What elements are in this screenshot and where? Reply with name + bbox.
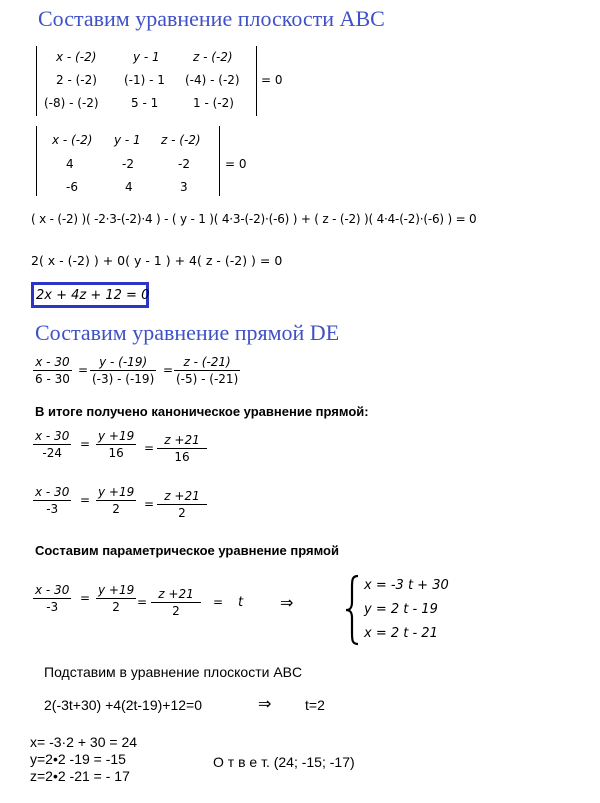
denominator: -3 <box>46 502 59 516</box>
fraction <box>90 354 156 387</box>
equals-sign: = <box>80 591 91 605</box>
denominator: 2 <box>112 600 120 614</box>
equals-sign: = <box>163 363 174 377</box>
denominator: -3 <box>46 600 59 614</box>
fraction <box>96 484 136 517</box>
equals-sign: = <box>213 595 224 609</box>
det2-cell: y - 1 <box>114 133 141 147</box>
denominator: (-3) - (-19) <box>92 372 155 386</box>
simplified-equation: 2( x - (-2) ) + 0( y - 1 ) + 4( z - (-2) ) = 0 <box>31 253 283 268</box>
fraction <box>96 582 136 615</box>
t-value: t=2 <box>305 697 325 713</box>
numerator: y - (-19) <box>99 355 148 369</box>
equals-sign: = <box>80 437 91 451</box>
canonical-caption: В итоге получено каноническое уравнение прямой: <box>35 404 369 419</box>
result-z: z=2•2 -21 = - 17 <box>30 768 130 784</box>
det2-cell: -6 <box>66 180 78 194</box>
answer: О т в е т. (24; -15; -17) <box>213 754 355 770</box>
denominator: 2 <box>178 506 186 520</box>
denominator: 6 - 30 <box>35 372 70 386</box>
result-x: x= -3·2 + 30 = 24 <box>30 734 138 750</box>
det1-cell: (-1) - 1 <box>124 73 165 87</box>
denominator: (-5) - (-21) <box>176 372 239 386</box>
heading-line: Составим уравнение прямой DE <box>35 320 340 345</box>
denominator: 16 <box>174 450 190 464</box>
curly-brace-icon <box>344 574 360 646</box>
implies-arrow: ⇒ <box>258 694 272 713</box>
equals-sign: = <box>144 441 155 455</box>
denominator: 2 <box>172 604 180 618</box>
equals-sign: = <box>78 363 89 377</box>
det1-cell: 2 - (-2) <box>56 73 97 87</box>
det2-cell: -2 <box>122 157 134 171</box>
det2-equals: = 0 <box>225 157 247 171</box>
fraction <box>174 354 240 387</box>
denominator: 2 <box>112 502 120 516</box>
det1-cell: (-4) - (-2) <box>185 73 240 87</box>
numerator: z +21 <box>164 433 200 447</box>
system-line: y = 2 t - 19 <box>364 602 438 617</box>
det2-cell: 4 <box>66 157 74 171</box>
det1-cell: z - (-2) <box>193 50 233 64</box>
det1-cell: x - (-2) <box>56 50 97 64</box>
det2-cell: -2 <box>178 157 190 171</box>
equals-sign: = <box>80 493 91 507</box>
parameter-t: t <box>238 595 244 610</box>
expansion-equation: ( x - (-2) )( -2·3-(-2)·4 ) - ( y - 1 )( 4·3-(-2)·(-6) ) + ( z - (-2) )( 4·4-(-2)·(-6) ) = 0 <box>31 212 477 226</box>
denominator: -24 <box>42 446 62 460</box>
fraction <box>157 432 207 465</box>
fraction <box>151 586 201 619</box>
det1-cell: 1 - (-2) <box>193 96 234 110</box>
substitute-caption: Подставим в уравнение плоскости ABC <box>44 664 303 680</box>
numerator: x - 30 <box>35 429 70 443</box>
det1-cell: 5 - 1 <box>131 96 159 110</box>
det2-cell: 4 <box>125 180 133 194</box>
result-y: y=2•2 -19 = -15 <box>30 751 126 767</box>
fraction <box>33 354 72 387</box>
det2-cell: 3 <box>180 180 188 194</box>
det1-right-bar <box>256 46 257 116</box>
substitute-equation: 2(-3t+30) +4(2t-19)+12=0 <box>44 697 202 713</box>
fraction <box>33 428 71 461</box>
det2-cell: z - (-2) <box>161 133 201 147</box>
plane-result: 2x + 4z + 12 = 0 <box>36 288 150 303</box>
numerator: y +19 <box>98 485 135 499</box>
det2-right-bar <box>219 126 220 196</box>
numerator: x - 30 <box>35 485 70 499</box>
equals-sign: = <box>144 497 155 511</box>
det1-cell: y - 1 <box>133 50 160 64</box>
implies-arrow: ⇒ <box>280 593 294 612</box>
det2-left-bar <box>36 126 37 196</box>
numerator: x - 30 <box>35 583 70 597</box>
det2-cell: x - (-2) <box>52 133 93 147</box>
equals-sign: = <box>137 595 148 609</box>
fraction <box>157 488 207 521</box>
fraction <box>96 428 136 461</box>
denominator: 16 <box>108 446 124 460</box>
numerator: x - 30 <box>35 355 70 369</box>
system-line: x = 2 t - 21 <box>364 626 438 641</box>
numerator: y +19 <box>98 429 135 443</box>
det1-cell: (-8) - (-2) <box>44 96 99 110</box>
numerator: z - (-21) <box>183 355 231 369</box>
numerator: y +19 <box>98 583 135 597</box>
det1-equals: = 0 <box>261 73 283 87</box>
fraction <box>33 582 71 615</box>
fraction <box>33 484 71 517</box>
system-line: x = -3 t + 30 <box>364 578 449 593</box>
det1-left-bar <box>36 46 37 116</box>
parametric-caption: Составим параметрическое уравнение прямой <box>35 543 339 558</box>
numerator: z +21 <box>158 587 194 601</box>
heading-plane: Составим уравнение плоскости ABC <box>38 6 385 31</box>
plane-result-box <box>31 282 149 308</box>
numerator: z +21 <box>164 489 200 503</box>
